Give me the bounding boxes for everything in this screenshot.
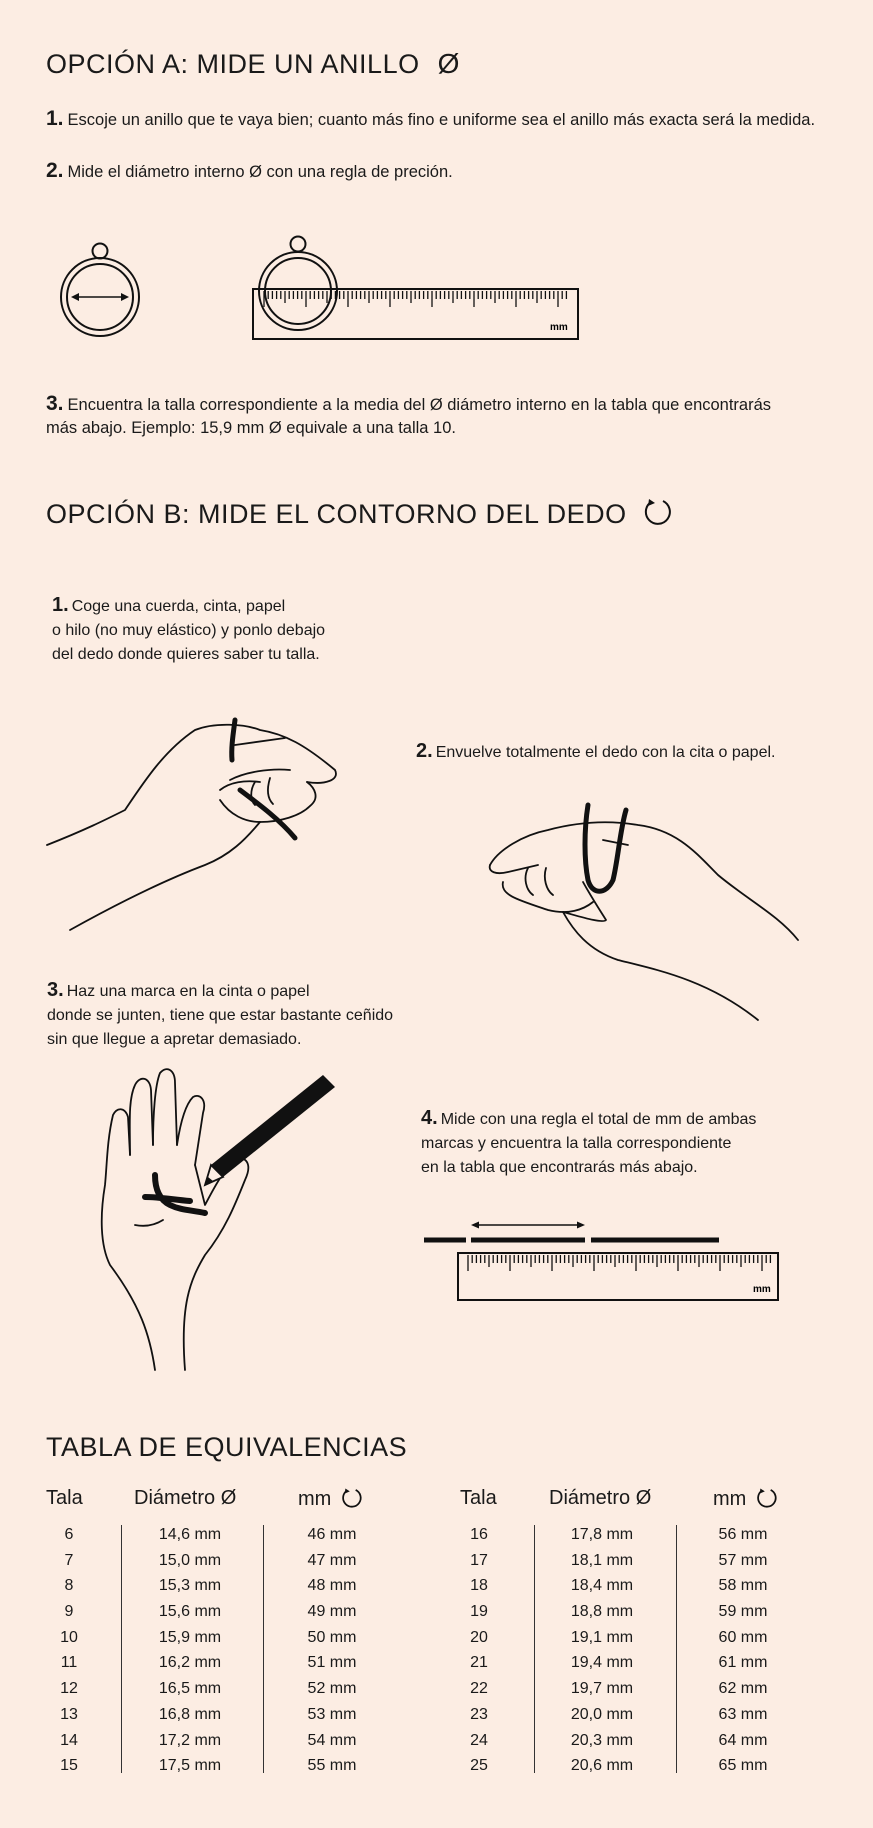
table-cell: 59 mm <box>718 1603 768 1621</box>
hand-with-pencil-illustration <box>95 1065 335 1375</box>
option-a-step-2: 2. Mide el diámetro interno Ø con una regla de preción. <box>46 159 453 182</box>
table-cell: 14,6 mm <box>158 1526 222 1543</box>
table-cell: 17,2 mm <box>158 1731 222 1749</box>
ring-on-ruler-illustration <box>252 235 582 341</box>
pencil-icon <box>205 1075 335 1185</box>
table-cell: 23 <box>470 1705 488 1723</box>
table-cell: 21 <box>470 1654 488 1672</box>
table-cell: 16,5 mm <box>158 1680 222 1698</box>
table-cell: 55 mm <box>307 1757 357 1775</box>
circumference-column <box>707 1522 779 1779</box>
diameter-column <box>149 1522 231 1779</box>
hand-icon <box>45 710 345 935</box>
table-cell: 24 <box>470 1731 488 1749</box>
table-cell: 51 mm <box>307 1654 357 1672</box>
table-cell: 17,8 mm <box>570 1526 634 1543</box>
diameter-icon: Ø <box>437 48 460 79</box>
table-cell: 18,4 mm <box>570 1577 634 1595</box>
ruler-unit: mm <box>550 322 568 333</box>
table-cell: 20 <box>470 1628 488 1646</box>
table-cell: 19,4 mm <box>570 1654 634 1672</box>
size-column <box>48 1522 90 1779</box>
table-cell: 56 mm <box>718 1526 768 1543</box>
option-b-step-4: 4. Mide con una regla el total de mm de ambas marcas y encuentra la talla correspondiente en la tabla que encontrarás más abajo. <box>421 1107 757 1176</box>
table-cell: 22 <box>470 1680 488 1698</box>
header-size: Tala <box>460 1487 497 1509</box>
table-cell: 54 mm <box>307 1731 357 1749</box>
table-cell: 65 mm <box>718 1757 768 1775</box>
table-cell: 17,5 mm <box>158 1757 222 1775</box>
table-cell: 63 mm <box>718 1705 768 1723</box>
table-divider <box>676 1525 677 1773</box>
table-cell: 47 mm <box>307 1551 357 1569</box>
option-b-title: OPCIÓN B: MIDE EL CONTORNO DEL DEDO <box>46 497 673 530</box>
table-cell: 15,3 mm <box>158 1577 222 1595</box>
table-cell: 15 <box>60 1757 78 1775</box>
table-cell: 20,3 mm <box>570 1731 634 1749</box>
circumference-icon <box>341 1487 363 1509</box>
header-diameter: Diámetro Ø <box>134 1487 237 1509</box>
circumference-column <box>296 1522 368 1779</box>
table-cell: 18,8 mm <box>570 1603 634 1621</box>
table-cell: 61 mm <box>718 1654 768 1672</box>
table-cell: 11 <box>60 1654 78 1672</box>
table-title: TABLA DE EQUIVALENCIAS <box>46 1432 408 1462</box>
table-cell: 7 <box>64 1551 74 1569</box>
header-circumference: mm <box>298 1487 363 1511</box>
table-cell: 15,9 mm <box>158 1628 222 1646</box>
table-divider <box>263 1525 264 1773</box>
table-cell: 16,2 mm <box>158 1654 222 1672</box>
table-cell: 48 mm <box>307 1577 357 1595</box>
table-cell: 13 <box>60 1705 78 1723</box>
circumference-icon <box>643 497 673 527</box>
option-a-step-3: 3. Encuentra la talla correspondiente a la media del Ø diámetro interno en la tabla que encontrarás más abajo. Ejemplo: 15,9 mm Ø equivale a una talla 10. <box>46 392 772 437</box>
table-cell: 50 mm <box>307 1628 357 1646</box>
table-cell: 14 <box>60 1731 78 1749</box>
table-cell: 53 mm <box>307 1705 357 1723</box>
table-cell: 16,8 mm <box>158 1705 222 1723</box>
table-cell: 19 <box>470 1603 488 1621</box>
table-cell: 52 mm <box>307 1680 357 1698</box>
table-cell: 15,0 mm <box>158 1551 222 1569</box>
table-cell: 49 mm <box>307 1603 357 1621</box>
table-cell: 18 <box>470 1577 488 1595</box>
diameter-column <box>561 1522 643 1779</box>
strip-ruler-illustration <box>423 1218 783 1303</box>
table-cell: 12 <box>60 1680 78 1698</box>
table-cell: 62 mm <box>718 1680 768 1698</box>
header-size: Tala <box>46 1487 83 1509</box>
table-cell: 15,6 mm <box>158 1603 222 1621</box>
table-divider <box>534 1525 535 1773</box>
ring-diameter-illustration <box>55 238 145 338</box>
circumference-icon <box>756 1487 778 1509</box>
table-cell: 10 <box>60 1628 78 1646</box>
table-cell: 64 mm <box>718 1731 768 1749</box>
option-b-step-2: 2. Envuelve totalmente el dedo con la cita o papel. <box>416 740 776 762</box>
table-cell: 16 <box>470 1526 488 1543</box>
table-cell: 46 mm <box>307 1526 357 1543</box>
table-cell: 58 mm <box>718 1577 768 1595</box>
option-b-step-1: 1. Coge una cuerda, cinta, papel o hilo (no muy elástico) y ponlo debajo del dedo donde quieres saber tu talla. <box>52 594 326 663</box>
size-column <box>458 1522 500 1779</box>
option-a-step-1: 1. Escoje un anillo que te vaya bien; cuanto más fino e uniforme sea el anillo más exacta será la medida. <box>46 107 816 130</box>
ring-gem-icon <box>93 244 108 259</box>
hand-icon <box>488 800 808 1025</box>
measure-arrow-icon <box>471 1222 585 1229</box>
table-cell: 57 mm <box>718 1551 768 1569</box>
table-cell: 6 <box>64 1526 74 1543</box>
table-cell: 25 <box>470 1757 488 1775</box>
table-cell: 60 mm <box>718 1628 768 1646</box>
table-cell: 20,6 mm <box>570 1757 634 1775</box>
table-divider <box>121 1525 122 1773</box>
table-cell: 18,1 mm <box>570 1551 634 1569</box>
table-cell: 19,1 mm <box>570 1628 634 1646</box>
ruler-unit: mm <box>753 1284 771 1295</box>
header-circumference: mm <box>713 1487 778 1511</box>
table-cell: 17 <box>470 1551 488 1569</box>
header-diameter: Diámetro Ø <box>549 1487 652 1509</box>
table-cell: 19,7 mm <box>570 1680 634 1698</box>
option-a-title: OPCIÓN A: MIDE UN ANILLO Ø <box>46 48 460 79</box>
option-b-step-3: 3. Haz una marca en la cinta o papel donde se junten, tiene que estar bastante ceñido sin que llegue a apretar demasiado. <box>47 979 394 1048</box>
table-cell: 20,0 mm <box>570 1705 634 1723</box>
table-cell: 8 <box>64 1577 74 1595</box>
table-cell: 9 <box>64 1603 74 1621</box>
